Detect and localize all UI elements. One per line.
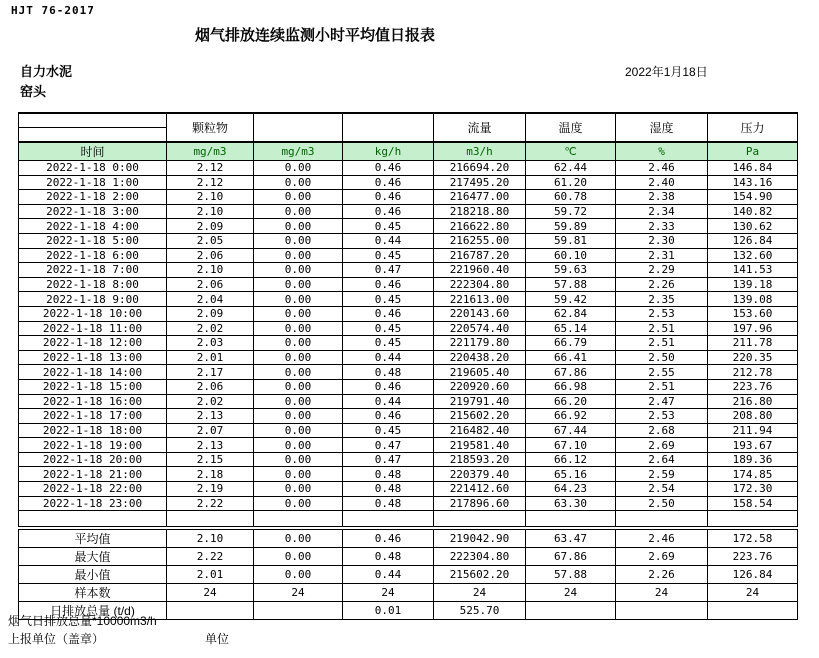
company-name: 自力水泥 [20,64,73,79]
time-cell: 2022-1-18 4:00 [19,219,167,234]
value-cell: 2.53 [616,306,708,321]
value-cell: 219791.40 [434,394,526,409]
value-cell: 132.60 [708,248,798,263]
time-cell: 2022-1-18 15:00 [19,379,167,394]
value-cell: 2.51 [616,379,708,394]
value-cell: 24 [254,584,343,602]
table-row [19,496,798,511]
value-cell: 2.30 [616,233,708,248]
value-cell: 0.00 [254,452,343,467]
value-cell: 141.53 [708,263,798,278]
value-cell: 66.12 [526,452,616,467]
table-row [19,409,798,424]
value-cell: 2.69 [616,548,708,566]
value-cell: 216694.20 [434,161,526,176]
value-cell: 0.48 [343,496,434,511]
table-row [19,175,798,190]
time-cell: 2022-1-18 21:00 [19,467,167,482]
value-cell: 0.00 [254,394,343,409]
unit-label: 单位 [205,632,230,646]
value-cell: 66.92 [526,409,616,424]
page-title: 烟气排放连续监测小时平均值日报表 [194,27,435,44]
value-cell: 2.12 [167,161,254,176]
value-cell: 2.10 [167,190,254,205]
value-cell: 172.58 [708,530,798,548]
value-cell: 0.00 [254,423,343,438]
value-cell: 2.02 [167,321,254,336]
value-cell: 0.00 [254,263,343,278]
value-cell: 126.84 [708,233,798,248]
time-cell: 2022-1-18 10:00 [19,306,167,321]
value-cell: 220920.60 [434,379,526,394]
table-row [19,306,798,321]
value-cell: 2.09 [167,219,254,234]
value-cell: 216482.40 [434,423,526,438]
value-cell: 211.78 [708,336,798,351]
value-cell: 67.10 [526,438,616,453]
value-cell: 218593.20 [434,452,526,467]
value-cell: 2.68 [616,423,708,438]
value-cell: 525.70 [434,602,526,620]
time-cell: 2022-1-18 7:00 [19,263,167,278]
value-cell: 0.00 [254,530,343,548]
value-cell: 0.00 [254,467,343,482]
value-cell: 2.46 [616,161,708,176]
value-cell: 219581.40 [434,438,526,453]
value-cell: 154.90 [708,190,798,205]
table-row [19,365,798,380]
header-empty-split-cell [19,113,167,142]
value-cell: 2.10 [167,204,254,219]
header-units-row [19,142,798,161]
value-cell: 193.67 [708,438,798,453]
value-cell: 67.44 [526,423,616,438]
value-cell: 0.00 [254,379,343,394]
value-cell: 0.46 [343,161,434,176]
value-cell: 2.31 [616,248,708,263]
table-row [19,566,798,584]
split-cell-top [19,114,166,128]
time-cell: 2022-1-18 12:00 [19,336,167,351]
reporting-unit-label: 上报单位（盖章） [8,632,105,646]
table-row [19,423,798,438]
value-cell: 220438.20 [434,350,526,365]
value-cell: 2.46 [616,530,708,548]
value-cell: 2.09 [167,306,254,321]
value-cell: 158.54 [708,496,798,511]
value-cell: 215602.20 [434,409,526,424]
value-cell: 64.23 [526,482,616,497]
value-cell: 0.46 [343,530,434,548]
value-cell [616,602,708,620]
unit-celsius: ℃ [526,142,616,161]
value-cell: 2.06 [167,277,254,292]
value-cell: 2.06 [167,248,254,263]
empty-cell [343,511,434,527]
table-row [19,190,798,205]
value-cell: 217896.60 [434,496,526,511]
time-cell: 2022-1-18 22:00 [19,482,167,497]
value-cell: 24 [616,584,708,602]
value-cell: 0.46 [343,409,434,424]
value-cell: 220379.40 [434,467,526,482]
value-cell [526,602,616,620]
value-cell: 0.48 [343,467,434,482]
value-cell: 0.46 [343,379,434,394]
table-row [19,292,798,307]
value-cell: 126.84 [708,566,798,584]
time-cell: 2022-1-18 17:00 [19,409,167,424]
value-cell: 2.69 [616,438,708,453]
table-row [19,321,798,336]
value-cell: 222304.80 [434,548,526,566]
split-cell-bottom [19,128,166,141]
value-cell: 215602.20 [434,566,526,584]
table-row [19,467,798,482]
table-row [19,482,798,497]
value-cell: 0.45 [343,423,434,438]
value-cell: 0.00 [254,219,343,234]
value-cell: 67.86 [526,365,616,380]
header-pressure: 压力 [708,113,798,142]
value-cell: 2.33 [616,219,708,234]
value-cell: 0.46 [343,175,434,190]
value-cell: 63.47 [526,530,616,548]
table-row [19,394,798,409]
value-cell: 0.00 [254,438,343,453]
value-cell: 217495.20 [434,175,526,190]
value-cell: 0.00 [254,204,343,219]
table-row [19,530,798,548]
value-cell: 219605.40 [434,365,526,380]
time-cell: 2022-1-18 13:00 [19,350,167,365]
value-cell: 0.45 [343,336,434,351]
value-cell: 66.98 [526,379,616,394]
value-cell: 216622.80 [434,219,526,234]
value-cell: 0.00 [254,548,343,566]
value-cell: 0.48 [343,365,434,380]
value-cell [167,602,254,620]
value-cell: 0.46 [343,204,434,219]
value-cell: 222304.80 [434,277,526,292]
value-cell: 2.04 [167,292,254,307]
value-cell: 0.00 [254,233,343,248]
value-cell: 0.45 [343,292,434,307]
table-row [19,204,798,219]
value-cell: 0.00 [254,365,343,380]
value-cell: 59.81 [526,233,616,248]
summary-label-cell: 样本数 [19,584,167,602]
unit-mg-m3-1: mg/m3 [167,142,254,161]
value-cell: 60.10 [526,248,616,263]
table-row [19,277,798,292]
unit-mg-m3-2: mg/m3 [254,142,343,161]
value-cell: 216787.20 [434,248,526,263]
value-cell: 0.00 [254,496,343,511]
empty-cell [708,511,798,527]
value-cell: 0.00 [254,336,343,351]
empty-cell [526,511,616,527]
value-cell: 2.12 [167,175,254,190]
time-cell: 2022-1-18 14:00 [19,365,167,380]
value-cell: 2.01 [167,350,254,365]
summary-table [18,529,798,620]
value-cell: 174.85 [708,467,798,482]
empty-cell [19,511,167,527]
value-cell: 153.60 [708,306,798,321]
value-cell: 2.50 [616,496,708,511]
value-cell: 0.47 [343,452,434,467]
value-cell: 59.72 [526,204,616,219]
value-cell: 220574.40 [434,321,526,336]
summary-label-cell: 最大值 [19,548,167,566]
time-cell: 2022-1-18 16:00 [19,394,167,409]
unit-pa: Pa [708,142,798,161]
value-cell: 221960.40 [434,263,526,278]
table-row [19,452,798,467]
value-cell: 2.29 [616,263,708,278]
header-temperature: 温度 [526,113,616,142]
value-cell: 2.13 [167,438,254,453]
empty-cell [616,511,708,527]
table-row [19,219,798,234]
value-cell: 219042.90 [434,530,526,548]
value-cell: 0.48 [343,482,434,497]
value-cell: 2.26 [616,277,708,292]
time-cell: 2022-1-18 20:00 [19,452,167,467]
value-cell: 2.17 [167,365,254,380]
table-row [19,263,798,278]
value-cell: 220.35 [708,350,798,365]
value-cell: 2.47 [616,394,708,409]
empty-cell [434,511,526,527]
time-cell: 2022-1-18 8:00 [19,277,167,292]
report-date: 2022年1月18日 [625,65,708,79]
value-cell: 143.16 [708,175,798,190]
table-row [19,161,798,176]
value-cell: 0.44 [343,394,434,409]
value-cell: 0.47 [343,263,434,278]
time-cell: 2022-1-18 2:00 [19,190,167,205]
value-cell: 220143.60 [434,306,526,321]
value-cell: 140.82 [708,204,798,219]
value-cell: 2.01 [167,566,254,584]
value-cell: 65.16 [526,467,616,482]
value-cell: 216255.00 [434,233,526,248]
value-cell: 197.96 [708,321,798,336]
header-group-row [19,113,798,142]
value-cell: 0.00 [254,277,343,292]
value-cell: 0.00 [254,566,343,584]
table-row [19,350,798,365]
value-cell: 0.45 [343,321,434,336]
value-cell: 0.00 [254,248,343,263]
value-cell: 0.46 [343,277,434,292]
empty-cell [167,511,254,527]
unit-percent: % [616,142,708,161]
standard-code: HJT 76-2017 [11,4,95,17]
value-cell: 0.00 [254,306,343,321]
value-cell: 2.40 [616,175,708,190]
table-row [19,233,798,248]
value-cell: 60.78 [526,190,616,205]
value-cell: 2.51 [616,336,708,351]
table-row [19,379,798,394]
header-particulate: 颗粒物 [167,113,254,142]
table-row [19,584,798,602]
header-humidity: 湿度 [616,113,708,142]
value-cell: 0.00 [254,175,343,190]
value-cell: 0.00 [254,482,343,497]
value-cell: 0.00 [254,190,343,205]
value-cell: 223.76 [708,379,798,394]
value-cell: 59.63 [526,263,616,278]
flow-total-footnote: 烟气日排放总量*10000m3/h [8,614,157,628]
table-row [19,438,798,453]
unit-kg-h: kg/h [343,142,434,161]
value-cell: 61.20 [526,175,616,190]
value-cell: 66.41 [526,350,616,365]
value-cell: 221613.00 [434,292,526,307]
header-empty-1 [254,113,343,142]
value-cell: 24 [708,584,798,602]
value-cell: 2.03 [167,336,254,351]
table-row [19,336,798,351]
value-cell: 2.54 [616,482,708,497]
value-cell: 57.88 [526,277,616,292]
value-cell: 63.30 [526,496,616,511]
value-cell: 59.89 [526,219,616,234]
table-row [19,248,798,263]
value-cell: 208.80 [708,409,798,424]
value-cell: 218218.80 [434,204,526,219]
value-cell: 216.80 [708,394,798,409]
value-cell: 0.00 [254,321,343,336]
value-cell: 24 [526,584,616,602]
value-cell: 223.76 [708,548,798,566]
value-cell: 2.26 [616,566,708,584]
value-cell: 2.10 [167,530,254,548]
table-row [19,548,798,566]
value-cell: 2.64 [616,452,708,467]
value-cell: 2.07 [167,423,254,438]
value-cell: 221179.80 [434,336,526,351]
value-cell: 0.44 [343,566,434,584]
time-cell: 2022-1-18 18:00 [19,423,167,438]
unit-m3-h: m3/h [434,142,526,161]
value-cell: 2.02 [167,394,254,409]
time-cell: 2022-1-18 3:00 [19,204,167,219]
value-cell: 216477.00 [434,190,526,205]
value-cell: 66.20 [526,394,616,409]
time-cell: 2022-1-18 0:00 [19,161,167,176]
value-cell: 2.22 [167,496,254,511]
value-cell: 139.18 [708,277,798,292]
empty-cell [254,511,343,527]
header-empty-2 [343,113,434,142]
value-cell: 2.38 [616,190,708,205]
value-cell: 211.94 [708,423,798,438]
value-cell: 0.44 [343,233,434,248]
header-flow: 流量 [434,113,526,142]
value-cell: 2.35 [616,292,708,307]
value-cell: 0.47 [343,438,434,453]
time-cell: 2022-1-18 11:00 [19,321,167,336]
value-cell: 2.50 [616,350,708,365]
value-cell: 0.00 [254,161,343,176]
monitoring-point-name: 窑头 [20,84,47,99]
value-cell: 2.05 [167,233,254,248]
value-cell: 172.30 [708,482,798,497]
value-cell: 146.84 [708,161,798,176]
time-cell: 2022-1-18 5:00 [19,233,167,248]
value-cell: 2.51 [616,321,708,336]
value-cell: 0.45 [343,219,434,234]
value-cell: 2.34 [616,204,708,219]
value-cell: 24 [343,584,434,602]
value-cell: 0.46 [343,306,434,321]
summary-label-cell: 平均值 [19,530,167,548]
value-cell: 2.10 [167,263,254,278]
time-cell: 2022-1-18 1:00 [19,175,167,190]
value-cell: 2.53 [616,409,708,424]
value-cell: 65.14 [526,321,616,336]
value-cell: 2.18 [167,467,254,482]
value-cell: 0.01 [343,602,434,620]
value-cell: 66.79 [526,336,616,351]
value-cell: 2.59 [616,467,708,482]
value-cell: 0.46 [343,190,434,205]
summary-label-cell: 最小值 [19,566,167,584]
time-cell: 2022-1-18 6:00 [19,248,167,263]
value-cell: 2.13 [167,409,254,424]
value-cell [254,602,343,620]
value-cell: 0.00 [254,350,343,365]
value-cell: 57.88 [526,566,616,584]
value-cell: 67.86 [526,548,616,566]
value-cell: 24 [167,584,254,602]
value-cell: 0.48 [343,548,434,566]
time-cell: 2022-1-18 19:00 [19,438,167,453]
value-cell [708,602,798,620]
time-cell: 2022-1-18 23:00 [19,496,167,511]
value-cell: 0.44 [343,350,434,365]
monitoring-data-table [18,112,798,527]
value-cell: 2.22 [167,548,254,566]
value-cell: 62.44 [526,161,616,176]
value-cell: 2.15 [167,452,254,467]
time-cell: 2022-1-18 9:00 [19,292,167,307]
value-cell: 221412.60 [434,482,526,497]
value-cell: 0.00 [254,292,343,307]
value-cell: 24 [434,584,526,602]
value-cell: 189.36 [708,452,798,467]
value-cell: 139.08 [708,292,798,307]
summary-label-cell: 日排放总量 (t/d) [19,602,167,620]
value-cell: 59.42 [526,292,616,307]
value-cell: 2.06 [167,379,254,394]
value-cell: 0.45 [343,248,434,263]
value-cell: 2.19 [167,482,254,497]
value-cell: 212.78 [708,365,798,380]
value-cell: 0.00 [254,409,343,424]
value-cell: 62.84 [526,306,616,321]
time-column-header: 时间 [19,142,167,161]
value-cell: 130.62 [708,219,798,234]
value-cell: 2.55 [616,365,708,380]
empty-spacer-row [19,511,798,527]
